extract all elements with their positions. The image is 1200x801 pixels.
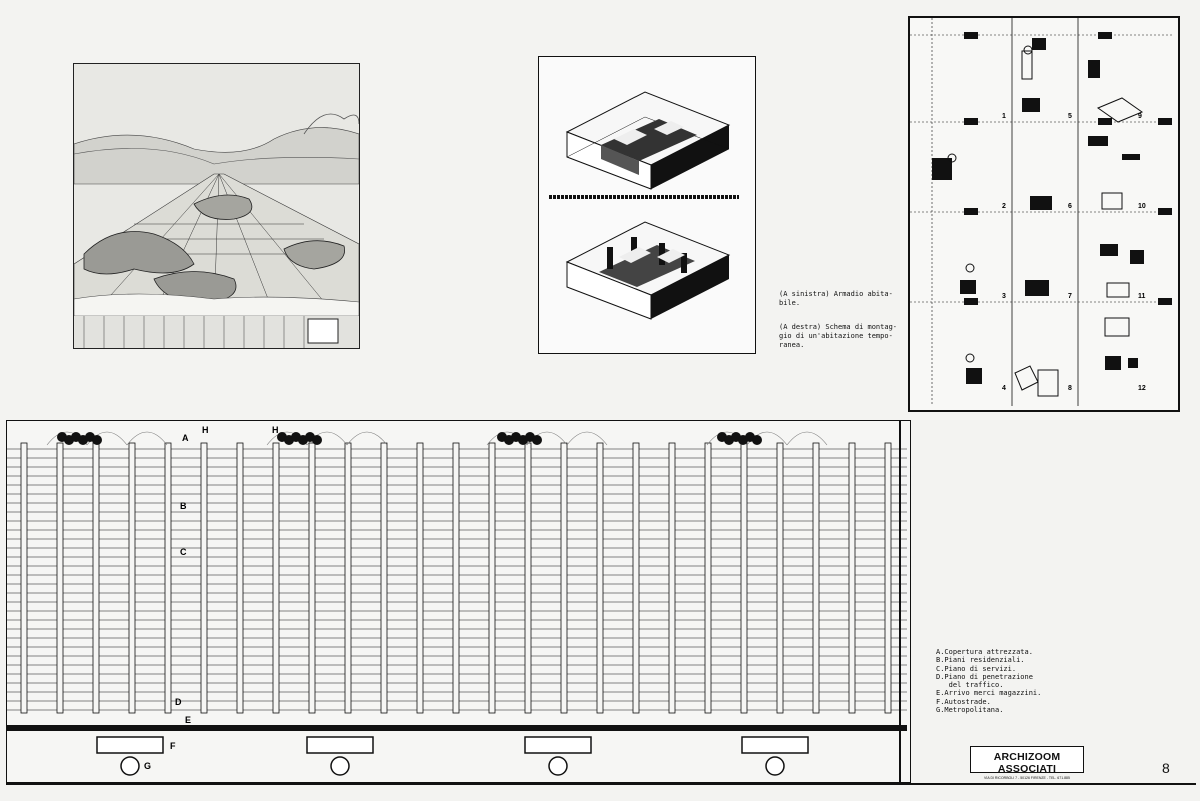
plan-cell-number: 2 xyxy=(1002,203,1006,210)
page-number: 8 xyxy=(1162,760,1170,776)
label-g: G xyxy=(144,761,152,771)
plan-drawing xyxy=(910,18,1174,406)
temporary-dwelling-iso xyxy=(567,222,729,319)
figure-caption xyxy=(779,281,904,365)
legend-item-a: A.Copertura attrezzata. xyxy=(936,648,1033,656)
floor-plan-grid xyxy=(908,16,1180,412)
bottom-rule xyxy=(6,783,1196,785)
legend-item-d-cont: del traffico. xyxy=(936,681,1004,690)
plan-cell-number: 4 xyxy=(1002,385,1006,392)
section-legend xyxy=(936,648,1086,714)
legend-item-d: D.Piano di penetrazione xyxy=(936,672,1033,681)
highway-deck xyxy=(7,725,907,731)
habitable-wardrobe-iso xyxy=(567,92,729,189)
archizoom-logo xyxy=(970,746,1084,780)
building-section-drawing xyxy=(6,420,911,783)
isometric-drawings xyxy=(539,57,752,350)
legend-item-b: B.Piani residenziali. xyxy=(936,656,1025,665)
plan-cell-number: 10 xyxy=(1138,203,1146,210)
label-c: C xyxy=(180,547,187,557)
isometric-diagram-panel xyxy=(538,56,756,354)
plan-cell-number: 3 xyxy=(1002,293,1006,300)
label-a: A xyxy=(182,433,189,443)
caption-right: (A destra) Schema di montag- gio di un'abitazione tempo- ranea. xyxy=(779,323,898,349)
landscape-drawing xyxy=(73,63,360,349)
label-f: F xyxy=(170,741,176,751)
plan-cell-number: 9 xyxy=(1138,113,1142,120)
plan-cell-number: 5 xyxy=(1068,113,1072,120)
label-e: E xyxy=(185,715,192,725)
plan-cell-number: 8 xyxy=(1068,385,1072,392)
label-b: B xyxy=(180,501,187,511)
label-h-2: H xyxy=(272,425,279,435)
legend-item-e: E.Arrivo merci magazzini. xyxy=(936,689,1042,698)
section-illustration xyxy=(7,421,907,779)
plan-cell-number: 6 xyxy=(1068,203,1072,210)
landscape-illustration xyxy=(74,64,359,348)
logo-title: ARCHIZOOM ASSOCIATI xyxy=(993,751,1061,775)
legend-item-f: F.Autostrade. xyxy=(936,697,991,706)
plan-cell-number: 7 xyxy=(1068,293,1072,300)
legend-item-g: G.Metropolitana. xyxy=(936,706,1004,715)
plan-cell-number: 11 xyxy=(1138,293,1146,300)
logo-address: VIA DI RICORBOLI 7 - 50126 FIRENZE - TEL. 671.885 xyxy=(984,776,1070,780)
label-d: D xyxy=(175,697,182,707)
plan-cell-number: 12 xyxy=(1138,385,1146,392)
caption-left: (A sinistra) Armadio abita- bile. xyxy=(779,290,893,307)
plan-cell-number: 1 xyxy=(1002,113,1006,120)
label-h-1: H xyxy=(202,425,209,435)
legend-item-c: C.Piano di servizi. xyxy=(936,664,1017,673)
column-divider xyxy=(899,420,901,783)
